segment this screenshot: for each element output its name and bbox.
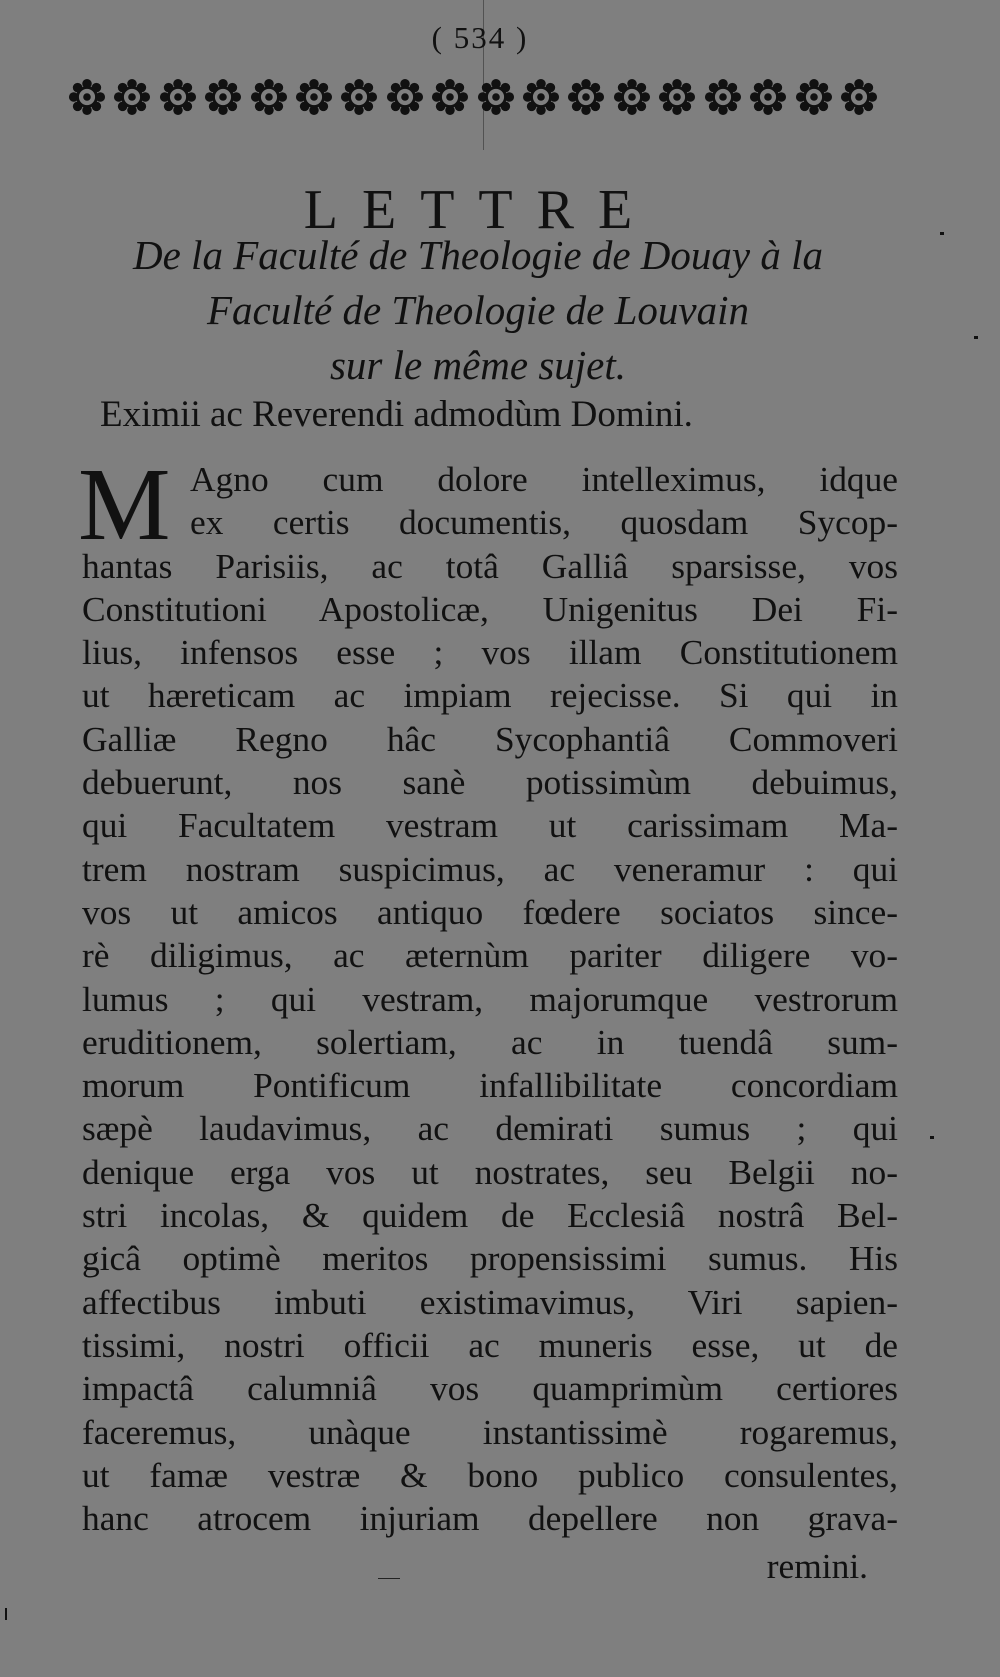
rosette-ornament-icon — [431, 78, 469, 116]
text-line: affectibus imbuti existimavimus, Viri sapien- — [82, 1281, 898, 1322]
text-line: stri incolas, & quidem de Ecclesiâ nostrâ Bel- — [82, 1195, 898, 1236]
rosette-ornament-icon — [840, 78, 878, 116]
rosette-ornament-icon — [68, 78, 106, 116]
rosette-ornament-icon — [522, 78, 560, 116]
subtitle-line: Faculté de Theologie de Louvain — [207, 287, 749, 333]
salutation: Eximii ac Reverendi admodùm Domini. — [100, 394, 693, 435]
rosette-ornament-icon — [250, 78, 288, 116]
rosette-ornament-icon — [477, 78, 515, 116]
rosette-ornament-icon — [386, 78, 424, 116]
text-line: rè diligimus, ac æternùm pariter diligere vo- — [82, 935, 898, 976]
rosette-ornament-icon — [795, 78, 833, 116]
rosette-ornament-icon — [749, 78, 787, 116]
catchword: remini. — [766, 1546, 868, 1586]
footer-rule — [378, 1578, 400, 1579]
rosette-ornament-icon — [613, 78, 651, 116]
rosette-ornament-icon — [159, 78, 197, 116]
text-line: eruditionem, solertiam, ac in tuendâ sum- — [82, 1021, 898, 1062]
text-line: debuerunt, nos sanè potissimùm debuimus, — [82, 762, 898, 803]
text-line: Galliæ Regno hâc Sycophantiâ Commoveri — [82, 718, 898, 759]
text-line: sæpè laudavimus, ac demirati sumus ; qui — [82, 1108, 898, 1149]
rosette-ornament-icon — [567, 78, 605, 116]
text-line: denique erga vos ut nostrates, seu Belgii no- — [82, 1151, 898, 1192]
body-text — [82, 458, 898, 1540]
ink-speck — [940, 232, 944, 235]
text-line: lumus ; qui vestram, majorumque vestrorum — [82, 978, 898, 1019]
rosette-ornament-icon — [658, 78, 696, 116]
rosette-ornament-icon — [295, 78, 333, 116]
page-number: ( 534 ) — [431, 20, 529, 55]
text-line: vos ut amicos antiquo fœdere sociatos since- — [82, 891, 898, 932]
text-line: ut famæ vestræ & bono publico consulentes, — [82, 1454, 898, 1495]
text-line: impactâ calumniâ vos quamprimùm certiores — [82, 1368, 898, 1409]
ink-speck — [5, 1608, 7, 1620]
ornament-band — [68, 74, 878, 120]
text-line: faceremus, unàque instantissimè rogaremus, — [82, 1411, 898, 1452]
subtitle — [68, 228, 888, 393]
text-line: Constitutioni Apostolicæ, Unigenitus Dei Fi- — [82, 588, 898, 629]
subtitle-line: De la Faculté de Theologie de Douay à la — [133, 232, 823, 278]
rosette-ornament-icon — [204, 78, 242, 116]
rosette-ornament-icon — [340, 78, 378, 116]
ink-speck — [930, 1136, 934, 1139]
catchword-row — [82, 1545, 898, 1589]
text-line: hanc atrocem injuriam depellere non grava- — [82, 1498, 898, 1539]
text-line: tissimi, nostri officii ac muneris esse, ut de — [82, 1324, 898, 1365]
text-line: qui Facultatem vestram ut carissimam Ma- — [82, 805, 898, 846]
subtitle-line: sur le même sujet. — [329, 342, 627, 388]
text-line: hantas Parisiis, ac totâ Galliâ sparsisse, vos — [82, 545, 898, 586]
drop-cap: M — [78, 447, 171, 562]
rosette-ornament-icon — [704, 78, 742, 116]
text-line: morum Pontificum infallibilitate concordiam — [82, 1065, 898, 1106]
text-line: gicâ optimè meritos propensissimi sumus. His — [82, 1238, 898, 1279]
ink-speck — [974, 336, 978, 339]
page-title: LETTRE — [303, 178, 657, 241]
text-line: ut hæreticam ac impiam rejecisse. Si qui in — [82, 675, 898, 716]
text-line: trem nostram suspicimus, ac veneramur : qui — [82, 848, 898, 889]
rosette-ornament-icon — [113, 78, 151, 116]
text-line: lius, infensos esse ; vos illam Constitutionem — [82, 632, 898, 673]
text-line: ex certis documentis, quosdam Sycop- — [190, 502, 898, 543]
text-line: Agno cum dolore intelleximus, idque — [190, 459, 898, 499]
